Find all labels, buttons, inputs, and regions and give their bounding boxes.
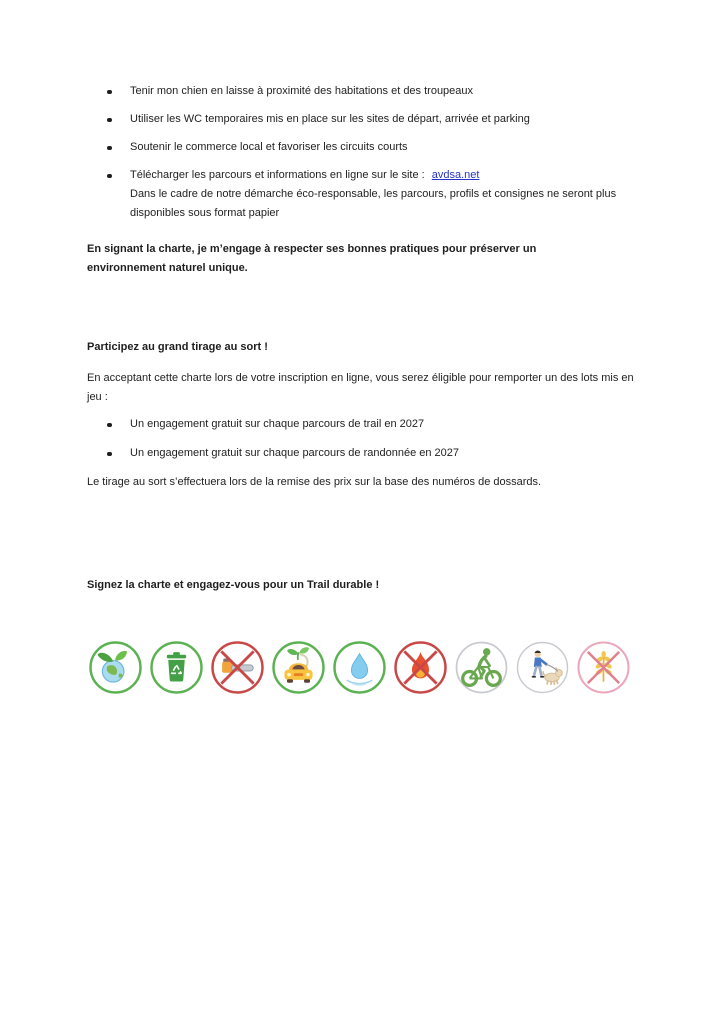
list-item <box>87 82 637 101</box>
charter-practices-list <box>87 82 637 223</box>
raffle-prizes-list <box>87 415 637 463</box>
list-item <box>87 110 637 129</box>
water-drop-icon <box>331 639 388 696</box>
eco-planet-icon <box>87 639 144 696</box>
bullet-text: Télécharger les parcours et informations en ligne sur le site : <box>130 169 428 181</box>
eco-icons-row <box>87 639 637 696</box>
bullet-text: Un engagement gratuit sur chaque parcours de randonnée en 2027 <box>130 447 460 459</box>
raffle-heading: Participez au grand tirage au sort ! <box>87 341 268 353</box>
list-item <box>87 415 637 434</box>
bullet-text: Un engagement gratuit sur chaque parcours de trail en 2027 <box>130 418 425 430</box>
commitment-statement: En signant la charte, je m’engage à respecter ses bonnes pratiques pour préserver un environnement naturel unique. <box>87 243 537 274</box>
download-note: Dans le cadre de notre démarche éco-responsable, les parcours, profils et consignes ne seront plus disponibles sous format papier <box>130 188 617 219</box>
raffle-intro: En acceptant cette charte lors de votre inscription en ligne, vous serez éligible pour remporter un des lots mis en jeu : <box>87 372 634 403</box>
raffle-outro: Le tirage au sort s’effectuera lors de la remise des prix sur la base des numéros de dossards. <box>87 476 542 488</box>
list-item-download <box>87 166 637 223</box>
cyclist-icon <box>453 639 510 696</box>
recycle-bin-icon <box>148 639 205 696</box>
sign-heading: Signez la charte et engagez-vous pour un Trail durable ! <box>87 579 380 591</box>
dog-leash-icon <box>514 639 571 696</box>
no-wheat-icon <box>575 639 632 696</box>
bullet-text: Utiliser les WC temporaires mis en place sur les sites de départ, arrivée et parking <box>130 113 530 125</box>
bullet-text: Soutenir le commerce local et favoriser les circuits courts <box>130 141 408 153</box>
eco-car-icon <box>270 639 327 696</box>
no-fire-icon <box>392 639 449 696</box>
no-chainsaw-icon <box>209 639 266 696</box>
list-item <box>87 444 637 463</box>
avdsa-link[interactable]: avdsa.net <box>431 169 480 181</box>
list-item <box>87 138 637 157</box>
bullet-text: Tenir mon chien en laisse à proximité des habitations et des troupeaux <box>130 85 474 97</box>
